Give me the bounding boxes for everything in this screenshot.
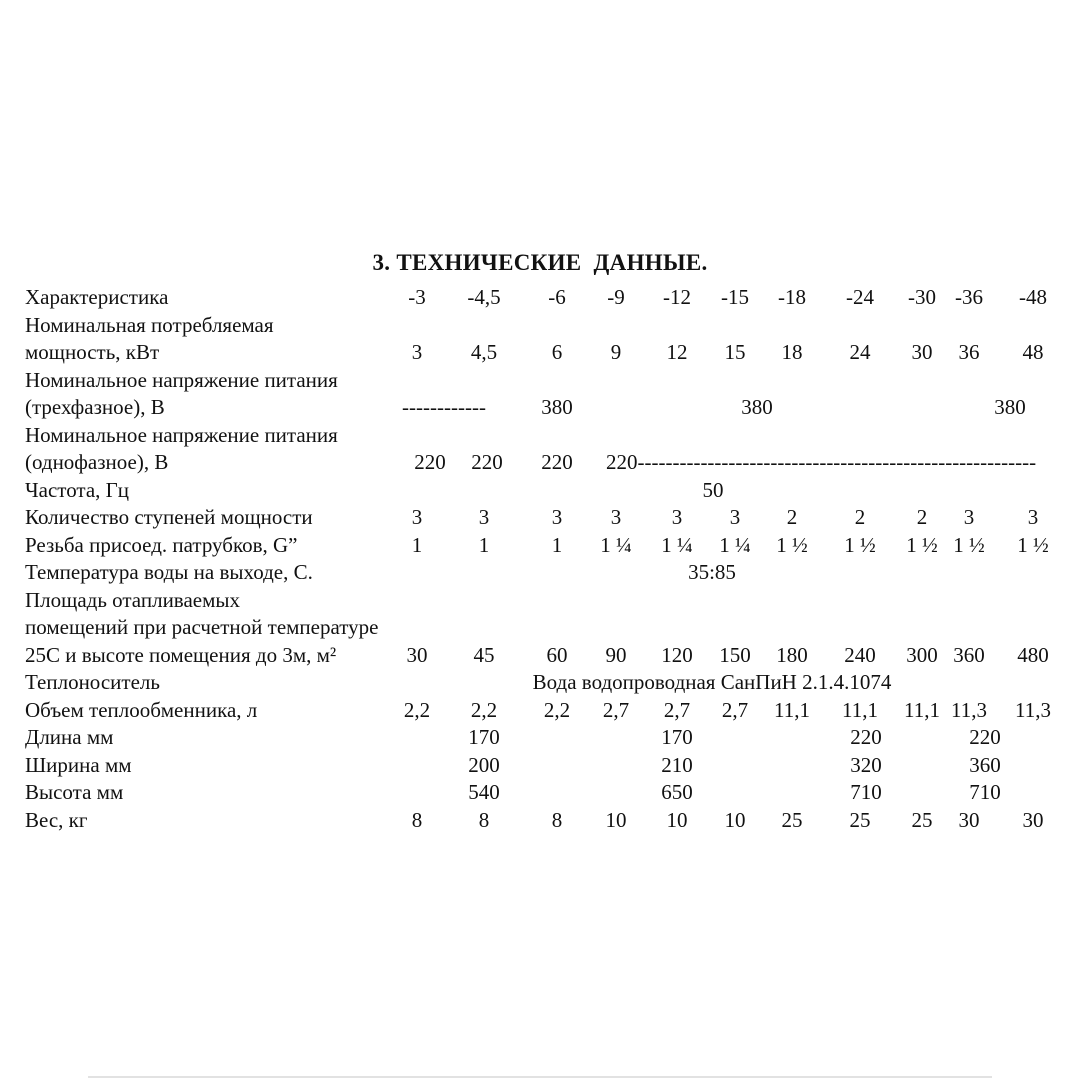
row-weight-kg-value: 8 — [411, 808, 423, 832]
row-weight-kg-label: Вес, кг — [25, 808, 88, 832]
row-weight-kg-value: 30 — [1022, 808, 1044, 832]
row-power-steps-value: 3 — [1027, 505, 1039, 529]
row-height-mm-label: Высота мм — [25, 780, 124, 804]
header-row-label: Характеристика — [25, 285, 169, 309]
row-height-mm-value: 540 — [468, 780, 500, 804]
row-pipe-thread-value: 1 — [478, 533, 490, 557]
row-weight-kg — [0, 807, 1080, 835]
row-weight-kg-value: 10 — [724, 808, 746, 832]
page-title: 3. ТЕХНИЧЕСКИЕ ДАННЫЕ. — [372, 250, 708, 275]
row-heated-area-value: 45 — [473, 643, 495, 667]
row-nominal-power-value: 9 — [610, 340, 622, 364]
row-heated-area-value: 360 — [953, 643, 985, 667]
row-power-steps-value: 3 — [963, 505, 975, 529]
row-voltage-three-phase-value: 380 — [541, 395, 573, 419]
row-voltage-three-phase-value: ------------ — [402, 395, 486, 419]
row-pipe-thread-value: 1 ¼ — [719, 533, 751, 557]
row-nominal-power-value: 4,5 — [470, 340, 498, 364]
row-coolant — [0, 669, 1080, 697]
row-voltage-single-phase-value: 220 — [414, 450, 446, 474]
row-voltage-three-phase-value: 380 — [741, 395, 773, 419]
row-pipe-thread-value: 1 — [551, 533, 563, 557]
row-power-steps-value: 3 — [478, 505, 490, 529]
row-heated-area-value: 240 — [844, 643, 876, 667]
header-row — [0, 284, 1080, 312]
row-pipe-thread-value: 1 ½ — [776, 533, 808, 557]
row-outlet-water-temp-label: Температура воды на выходе, С. — [25, 560, 313, 584]
row-frequency-value: 50 — [702, 478, 724, 502]
row-voltage-three-phase — [0, 367, 1080, 395]
page-bottom-edge — [88, 1076, 992, 1078]
row-heat-exchanger-volume-value: 11,1 — [842, 698, 878, 722]
row-heated-area-value: 120 — [661, 643, 693, 667]
row-length-mm-label: Длина мм — [25, 725, 114, 749]
row-power-steps-label: Количество ступеней мощности — [25, 505, 313, 529]
header-row-value: -36 — [955, 285, 983, 309]
row-pipe-thread-value: 1 ½ — [953, 533, 985, 557]
row-pipe-thread-value: 1 ½ — [1017, 533, 1049, 557]
header-row-value: -48 — [1019, 285, 1047, 309]
header-row-value: -24 — [846, 285, 874, 309]
row-heat-exchanger-volume-value: 2,7 — [602, 698, 630, 722]
row-heat-exchanger-volume-value: 2,7 — [721, 698, 749, 722]
row-nominal-power-value: 48 — [1022, 340, 1044, 364]
row-voltage-single-phase-label: (однофазное), В — [25, 450, 169, 474]
row-weight-kg-value: 25 — [911, 808, 933, 832]
header-row-value: -15 — [721, 285, 749, 309]
row-weight-kg-value: 25 — [849, 808, 871, 832]
row-nominal-power — [0, 312, 1080, 340]
header-row-value: -30 — [908, 285, 936, 309]
row-power-steps-value: 3 — [729, 505, 741, 529]
row-heated-area-value: 300 — [906, 643, 938, 667]
row-pipe-thread-value: 1 — [411, 533, 423, 557]
header-row-value: -18 — [778, 285, 806, 309]
row-pipe-thread-value: 1 ½ — [906, 533, 938, 557]
header-row-value: -6 — [548, 285, 566, 309]
row-length-mm-value: 170 — [468, 725, 500, 749]
row-heated-area-value: 90 — [605, 643, 627, 667]
row-power-steps-value: 3 — [551, 505, 563, 529]
row-heated-area-label: Площадь отапливаемых — [25, 588, 240, 612]
row-pipe-thread-value: 1 ¼ — [661, 533, 693, 557]
row-heated-area — [0, 587, 1080, 615]
row-nominal-power-value: 36 — [958, 340, 980, 364]
row-voltage-three-phase — [0, 394, 1080, 422]
row-pipe-thread-label: Резьба присоед. патрубков, G” — [25, 533, 298, 557]
row-heat-exchanger-volume-value: 2,2 — [403, 698, 431, 722]
row-power-steps-value: 3 — [610, 505, 622, 529]
row-heated-area-label: помещений при расчетной температуре — [25, 615, 379, 639]
row-voltage-single-phase-value: 220 — [471, 450, 503, 474]
row-coolant-value: Вода водопроводная СанПиН 2.1.4.1074 — [532, 670, 892, 694]
row-heat-exchanger-volume-value: 2,2 — [543, 698, 571, 722]
row-voltage-three-phase-label: (трехфазное), В — [25, 395, 165, 419]
row-coolant-label: Теплоноситель — [25, 670, 160, 694]
row-height-mm-value: 710 — [850, 780, 882, 804]
row-power-steps-value: 3 — [411, 505, 423, 529]
row-nominal-power-label: мощность, кВт — [25, 340, 160, 364]
row-heated-area-value: 480 — [1017, 643, 1049, 667]
row-weight-kg-value: 8 — [478, 808, 490, 832]
row-heated-area-value: 150 — [719, 643, 751, 667]
row-power-steps-value: 2 — [786, 505, 798, 529]
row-width-mm-value: 210 — [661, 753, 693, 777]
header-row-value: -9 — [607, 285, 625, 309]
row-heated-area-value: 30 — [406, 643, 428, 667]
row-weight-kg-value: 30 — [958, 808, 980, 832]
row-nominal-power-label: Номинальная потребляемая — [25, 313, 274, 337]
row-nominal-power-value: 24 — [849, 340, 871, 364]
row-width-mm-value: 200 — [468, 753, 500, 777]
row-nominal-power-value: 15 — [724, 340, 746, 364]
row-nominal-power — [0, 339, 1080, 367]
row-power-steps-value: 2 — [854, 505, 866, 529]
row-length-mm-value: 220 — [850, 725, 882, 749]
row-heated-area-value: 60 — [546, 643, 568, 667]
row-nominal-power-value: 30 — [911, 340, 933, 364]
row-heat-exchanger-volume — [0, 697, 1080, 725]
row-heat-exchanger-volume-value: 11,3 — [951, 698, 987, 722]
row-length-mm-value: 170 — [661, 725, 693, 749]
row-heat-exchanger-volume-label: Объем теплообменника, л — [25, 698, 258, 722]
row-outlet-water-temp-value: 35:85 — [688, 560, 736, 584]
row-pipe-thread — [0, 532, 1080, 560]
row-nominal-power-value: 18 — [781, 340, 803, 364]
row-outlet-water-temp — [0, 559, 1080, 587]
row-heated-area — [0, 614, 1080, 642]
row-voltage-single-phase-value: 220--------------------------------------------------------- — [606, 450, 1037, 474]
row-width-mm-value: 320 — [850, 753, 882, 777]
row-frequency-label: Частота, Гц — [25, 478, 130, 502]
row-height-mm-value: 710 — [969, 780, 1001, 804]
row-length-mm-value: 220 — [969, 725, 1001, 749]
row-voltage-single-phase — [0, 422, 1080, 450]
row-power-steps — [0, 504, 1080, 532]
row-weight-kg-value: 25 — [781, 808, 803, 832]
row-weight-kg-value: 10 — [666, 808, 688, 832]
row-width-mm — [0, 752, 1080, 780]
row-height-mm-value: 650 — [661, 780, 693, 804]
row-voltage-three-phase-label: Номинальное напряжение питания — [25, 368, 338, 392]
row-voltage-single-phase — [0, 449, 1080, 477]
row-heat-exchanger-volume-value: 2,2 — [470, 698, 498, 722]
row-width-mm-label: Ширина мм — [25, 753, 132, 777]
row-power-steps-value: 3 — [671, 505, 683, 529]
row-width-mm-value: 360 — [969, 753, 1001, 777]
row-heat-exchanger-volume-value: 11,1 — [774, 698, 810, 722]
header-row-value: -12 — [663, 285, 691, 309]
row-heated-area-value: 180 — [776, 643, 808, 667]
row-weight-kg-value: 10 — [605, 808, 627, 832]
row-nominal-power-value: 3 — [411, 340, 423, 364]
row-pipe-thread-value: 1 ½ — [844, 533, 876, 557]
row-heat-exchanger-volume-value: 2,7 — [663, 698, 691, 722]
row-voltage-single-phase-value: 220 — [541, 450, 573, 474]
row-heat-exchanger-volume-value: 11,3 — [1015, 698, 1051, 722]
row-nominal-power-value: 12 — [666, 340, 688, 364]
row-nominal-power-value: 6 — [551, 340, 563, 364]
row-heated-area-label: 25С и высоте помещения до 3м, м² — [25, 643, 337, 667]
row-voltage-single-phase-label: Номинальное напряжение питания — [25, 423, 338, 447]
row-weight-kg-value: 8 — [551, 808, 563, 832]
row-heated-area — [0, 642, 1080, 670]
row-pipe-thread-value: 1 ¼ — [600, 533, 632, 557]
row-heat-exchanger-volume-value: 11,1 — [904, 698, 940, 722]
header-row-value: -3 — [408, 285, 426, 309]
header-row-value: -4,5 — [467, 285, 501, 309]
row-height-mm — [0, 779, 1080, 807]
row-voltage-three-phase-value: 380 — [994, 395, 1026, 419]
row-frequency — [0, 477, 1080, 505]
row-length-mm — [0, 724, 1080, 752]
row-power-steps-value: 2 — [916, 505, 928, 529]
